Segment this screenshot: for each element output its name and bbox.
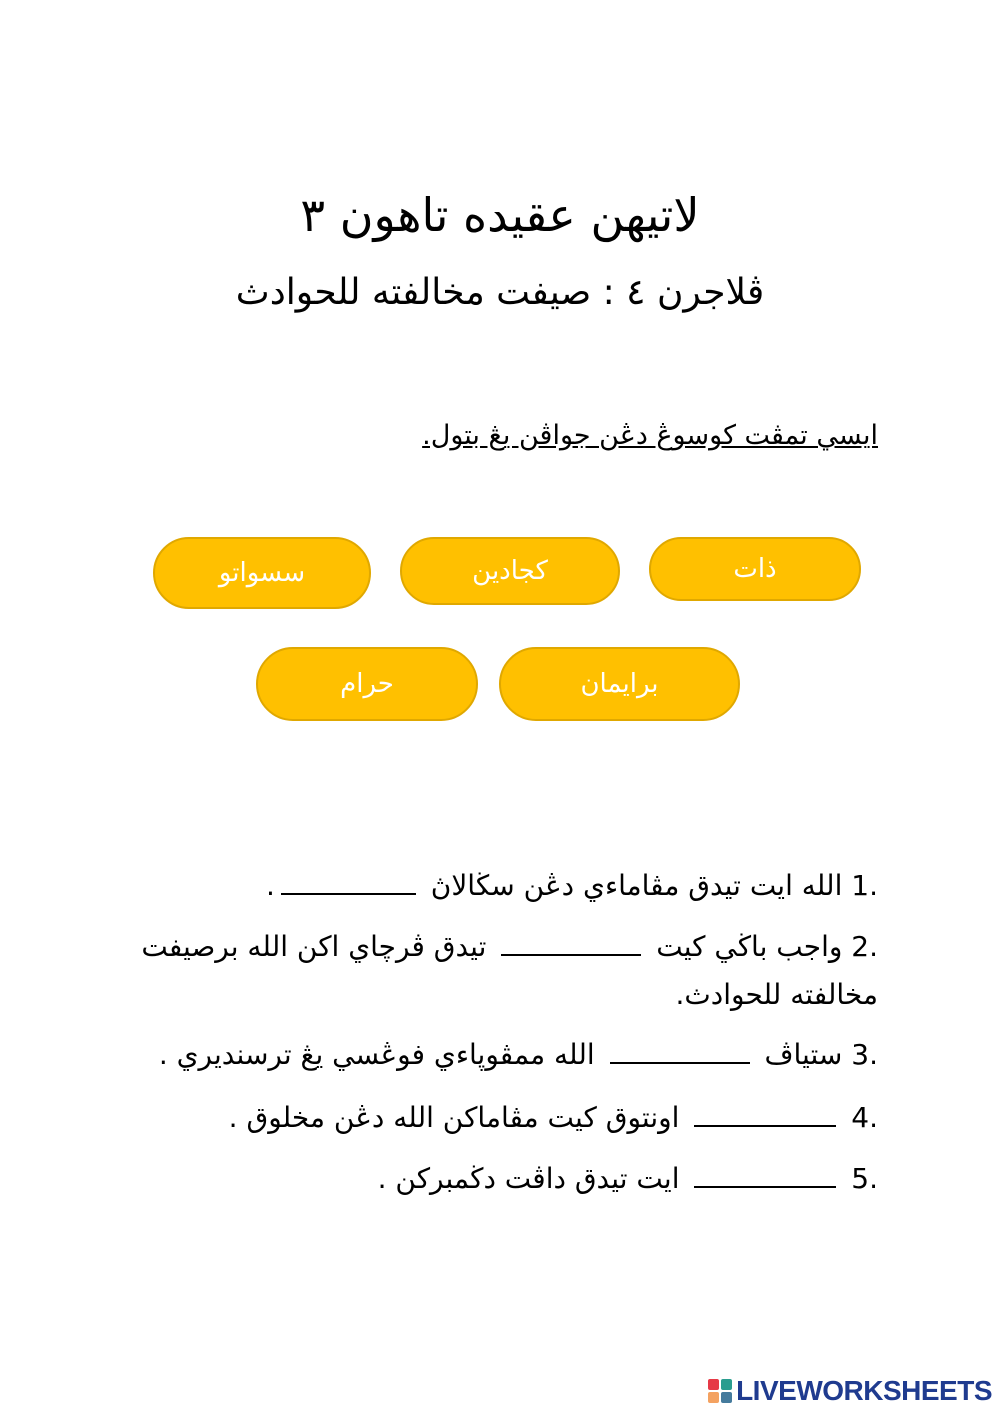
question-text-before: الله ايت تيدق مڤاماءي دڠن سڬالاڽ bbox=[430, 869, 843, 902]
question-text-after: الله ممڤوڽاءي فوڠسي يڠ ترسنديري . bbox=[158, 1038, 595, 1071]
question-text-after: تيدق ڤرچاي اكن الله برصيفت مخالفته للحوادث. bbox=[141, 930, 878, 1011]
question-text-before: واجب باڬي كيت bbox=[656, 930, 843, 963]
answer-blank-2[interactable] bbox=[501, 934, 641, 956]
answer-blank-3[interactable] bbox=[610, 1042, 750, 1064]
question-4 bbox=[229, 1094, 878, 1142]
answer-blank-4[interactable] bbox=[694, 1105, 836, 1127]
question-number: 3. bbox=[851, 1038, 878, 1071]
answer-blank-1[interactable] bbox=[281, 873, 416, 895]
question-2 bbox=[133, 923, 878, 1019]
logo-text: LIVEWORKSHEETS bbox=[736, 1375, 992, 1406]
question-text-after: ايت تيدق داڤت دڬمبركن . bbox=[377, 1162, 680, 1195]
question-text-after: . bbox=[265, 869, 275, 902]
lesson-subtitle: ڤلاجرن ٤ : صيفت مخالفته للحوادث bbox=[235, 272, 765, 313]
word-option-sesuatu[interactable]: سسواتو bbox=[153, 537, 371, 609]
question-text-before: ستياڤ bbox=[764, 1038, 843, 1071]
word-option-kejadian[interactable]: كجادين bbox=[400, 537, 620, 605]
liveworksheets-logo bbox=[708, 1375, 992, 1407]
question-1 bbox=[266, 862, 878, 910]
question-number: 4. bbox=[851, 1101, 878, 1134]
logo-grid-icon bbox=[708, 1379, 732, 1403]
question-5 bbox=[378, 1155, 878, 1203]
question-3 bbox=[159, 1031, 878, 1079]
word-option-zat[interactable]: ذات bbox=[649, 537, 861, 601]
question-number: 5. bbox=[851, 1162, 878, 1195]
question-number: 1. bbox=[851, 869, 878, 902]
question-text-after: اونتوق كيت مڤاماكن الله دڠن مخلوق . bbox=[228, 1101, 680, 1134]
instruction-text: ايسي تمڤت كوسوڠ دڠن جواڤن يڠ بتول. bbox=[422, 420, 878, 451]
word-option-haram[interactable]: حرام bbox=[256, 647, 478, 721]
answer-blank-5[interactable] bbox=[694, 1166, 836, 1188]
page-title: لاتيهن عقيده تاهون ٣ bbox=[300, 188, 700, 242]
question-number: 2. bbox=[851, 930, 878, 963]
word-option-beriman[interactable]: برايمان bbox=[499, 647, 740, 721]
